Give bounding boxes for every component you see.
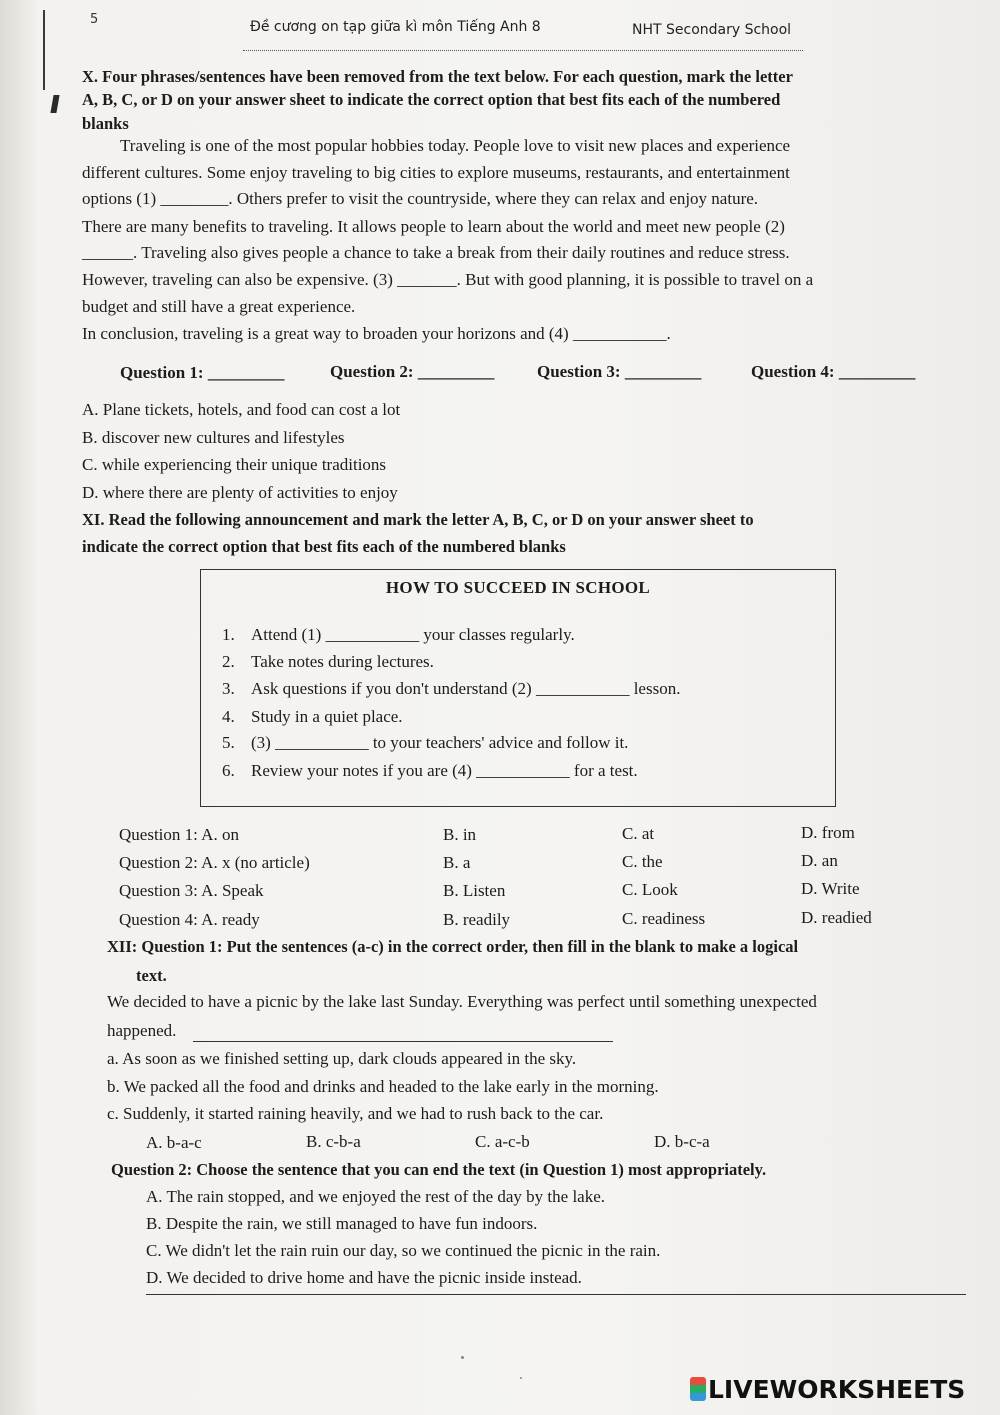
announcement-item-3: Ask questions if you don't understand (2) ___________ lesson. (251, 679, 681, 698)
liveworksheets-logo (690, 1375, 965, 1404)
logo-text: LIVEWORKSHEETS (708, 1375, 966, 1404)
page-number: 5 (90, 12, 99, 27)
xi-question-4-option-d: D. readied (801, 908, 872, 927)
xi-question-3-option-c: C. Look (622, 880, 678, 899)
xii-sentence-b: b. We packed all the food and drinks and headed to the lake early in the morning. (107, 1077, 659, 1096)
xi-question-2-option-d: D. an (801, 851, 838, 870)
xi-question-4-option-b: B. readily (443, 910, 511, 929)
option-d: D. where there are plenty of activities to enjoy (82, 483, 398, 502)
passage-line-3: options (1) ________. Others prefer to visit the countryside, where they can relax and enjoy nature. (82, 189, 759, 208)
announcement-item-6-number: 6. (222, 761, 235, 780)
xii-q2-option-c: C. We didn't let the rain ruin our day, so we continued the picnic in the rain. (146, 1241, 661, 1260)
xii-sentence-a: a. As soon as we finished setting up, dark clouds appeared in the sky. (107, 1049, 577, 1068)
xii-answer-blank[interactable] (193, 1041, 613, 1042)
announcement-item-6: Review your notes if you are (4) ___________ for a test. (251, 761, 638, 780)
passage-line-7: budget and still have a great experience. (82, 297, 356, 316)
xii-q1-option-c: C. a-c-b (475, 1132, 530, 1151)
passage-line-2: different cultures. Some enjoy traveling to big cities to explore museums, restaurants, and entertainment (82, 163, 790, 182)
xi-question-3-option-a: Question 3: A. Speak (119, 881, 264, 900)
answer-label-q3[interactable]: Question 3: _________ (537, 362, 702, 381)
announcement-item-1-number: 1. (222, 625, 235, 644)
xi-question-3-option-b: B. Listen (443, 881, 506, 900)
header-school: NHT Secondary School (632, 22, 792, 38)
announcement-title: HOW TO SUCCEED IN SCHOOL (385, 578, 651, 597)
section-x-instruction-line-2: A, B, C, or D on your answer sheet to indicate the correct option that best fits each of the numbered (82, 90, 781, 109)
logo-mark-icon (690, 1377, 706, 1401)
passage-line-4: There are many benefits to traveling. It allows people to learn about the world and meet new people (2) (82, 217, 785, 236)
announcement-item-5: (3) ___________ to your teachers' advice and follow it. (251, 733, 629, 752)
xi-question-3-option-d: D. Write (801, 879, 860, 898)
announcement-item-4: Study in a quiet place. (251, 707, 403, 726)
answer-label-q1[interactable]: Question 1: _________ (120, 363, 285, 382)
option-b: B. discover new cultures and lifestyles (82, 428, 345, 447)
xi-question-2-option-a: Question 2: A. x (no article) (119, 853, 310, 872)
xii-intro-line-1: We decided to have a picnic by the lake last Sunday. Everything was perfect until something unexpected (107, 992, 817, 1011)
announcement-item-4-number: 4. (222, 707, 235, 726)
section-xii-heading-line-1: XII: Question 1: Put the sentences (a-c) in the correct order, then fill in the blank to make a logical (107, 937, 799, 956)
scan-speck (461, 1356, 464, 1359)
section-xi-instruction-line-2: indicate the correct option that best fits each of the numbered blanks (82, 537, 566, 556)
xii-q1-option-a: A. b-a-c (146, 1133, 202, 1152)
announcement-item-1: Attend (1) ___________ your classes regularly. (251, 625, 575, 644)
xii-q2-option-d: D. We decided to drive home and have the picnic inside instead. (146, 1268, 582, 1287)
passage-line-5: ______. Traveling also gives people a chance to take a break from their daily routines and reduce stress. (82, 243, 790, 262)
passage-line-1: Traveling is one of the most popular hobbies today. People love to visit new places and experience (120, 136, 791, 155)
xi-question-4-option-c: C. readiness (622, 909, 706, 928)
answer-label-q2[interactable]: Question 2: _________ (330, 362, 495, 381)
section-x-instruction-line-1: X. Four phrases/sentences have been removed from the text below. For each question, mark the letter (82, 67, 793, 86)
margin-mark (50, 95, 59, 113)
announcement-item-2-number: 2. (222, 652, 235, 671)
announcement-item-3-number: 3. (222, 679, 235, 698)
announcement-item-5-number: 5. (222, 733, 235, 752)
xi-question-2-option-b: B. a (443, 853, 471, 872)
xii-intro-line-2: happened. (107, 1021, 177, 1040)
section-x-instruction-line-3: blanks (82, 114, 129, 133)
bottom-rule (146, 1294, 966, 1295)
xi-question-1-option-b: B. in (443, 825, 477, 844)
header-title: Đề cương on tạp giữa kì môn Tiếng Anh 8 (250, 19, 541, 35)
section-xi-instruction-line-1: XI. Read the following announcement and mark the letter A, B, C, or D on your answer sheet to (82, 510, 754, 529)
xii-question-2-heading: Question 2: Choose the sentence that you can end the text (in Question 1) most appropriately. (111, 1160, 767, 1179)
announcement-item-2: Take notes during lectures. (251, 652, 434, 671)
xi-question-1-option-a: Question 1: A. on (119, 825, 239, 844)
xii-q2-option-b: B. Despite the rain, we still managed to have fun indoors. (146, 1214, 538, 1233)
option-c: C. while experiencing their unique traditions (82, 455, 387, 474)
answer-label-q4[interactable]: Question 4: _________ (751, 362, 916, 381)
xi-question-4-option-a: Question 4: A. ready (119, 910, 260, 929)
xii-q2-option-a: A. The rain stopped, and we enjoyed the rest of the day by the lake. (146, 1187, 606, 1206)
xii-sentence-c: c. Suddenly, it started raining heavily, and we had to rush back to the car. (107, 1104, 604, 1123)
header-divider (243, 50, 803, 51)
xi-question-1-option-d: D. from (801, 823, 855, 842)
margin-line (43, 10, 45, 90)
scan-speck (520, 1377, 522, 1379)
xi-question-2-option-c: C. the (622, 852, 663, 871)
xi-question-1-option-c: C. at (622, 824, 655, 843)
section-xii-heading-line-2: text. (136, 966, 167, 985)
xii-q1-option-b: B. c-b-a (306, 1132, 361, 1151)
xii-q1-option-d: D. b-c-a (654, 1132, 710, 1151)
option-a: A. Plane tickets, hotels, and food can cost a lot (82, 400, 401, 419)
passage-line-8: In conclusion, traveling is a great way to broaden your horizons and (4) ___________. (82, 324, 671, 343)
passage-line-6: However, traveling can also be expensive. (3) _______. But with good planning, it is possible to travel on a (82, 270, 814, 289)
